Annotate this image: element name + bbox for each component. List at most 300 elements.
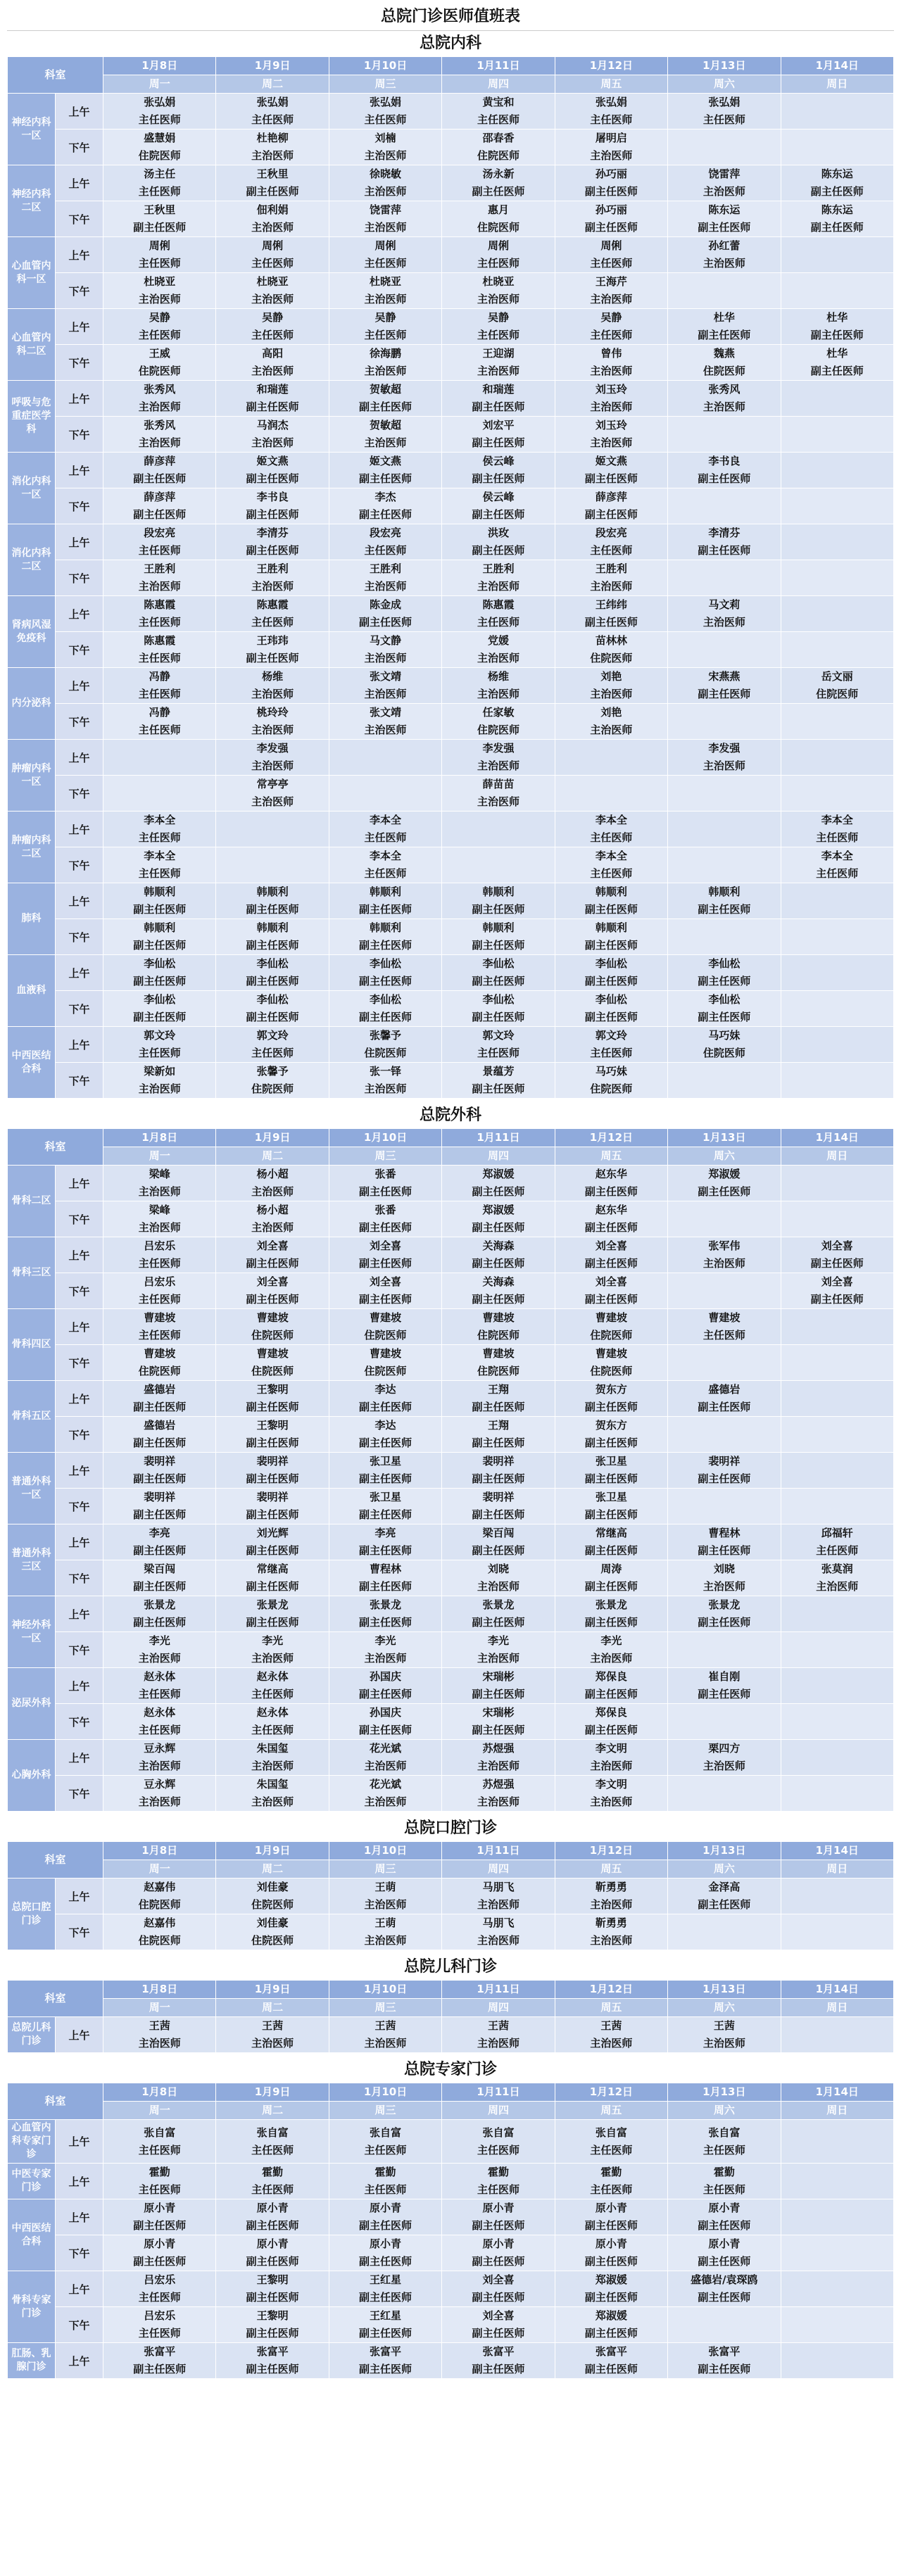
- doctor-name: 李本全: [370, 850, 402, 862]
- period-label: 下午: [56, 1489, 103, 1524]
- doctor-cell: [216, 812, 329, 847]
- doctor-title: 副主任医师: [584, 2363, 638, 2375]
- period-label: 上午: [56, 740, 103, 776]
- doctor-cell: [329, 919, 441, 955]
- doctor-name: 刘玉玲: [595, 419, 627, 431]
- doctor-cell: [103, 2017, 216, 2053]
- doctor-cell: [781, 417, 893, 453]
- doctor-cell: [216, 237, 329, 273]
- period-label: 下午: [56, 560, 103, 596]
- table-row: [8, 1309, 894, 1345]
- doctor-cell: [103, 94, 216, 130]
- schedule-section: [7, 1955, 894, 2053]
- weekday-cell: 周日: [781, 1147, 893, 1166]
- doctor-cell: [555, 1668, 667, 1704]
- schedule-section: [7, 2057, 894, 2379]
- doctor-cell: [781, 2017, 893, 2053]
- doctor-cell: [442, 560, 555, 596]
- doctor-name: 霍勤: [713, 2166, 735, 2178]
- doctor-name: 赵永体: [256, 1706, 289, 1719]
- doctor-cell: [555, 237, 667, 273]
- doctor-title: 副主任医师: [472, 939, 525, 952]
- doctor-name: 郑保良: [595, 1670, 627, 1683]
- dept-header: 科室: [8, 57, 103, 94]
- schedule-table: [7, 1841, 894, 1950]
- table-row: [8, 1201, 894, 1237]
- doctor-cell: [781, 2271, 893, 2307]
- doctor-name: 孙巧丽: [595, 203, 627, 216]
- doctor-cell: [781, 1740, 893, 1776]
- doctor-cell: [781, 1632, 893, 1668]
- period-label: 下午: [56, 2235, 103, 2271]
- doctor-name: 杜晓亚: [482, 275, 515, 288]
- doctor-name: 苏煜强: [482, 1742, 515, 1755]
- doctor-title: 主任医师: [138, 652, 181, 664]
- doctor-cell: [555, 1489, 667, 1524]
- doctor-cell: [329, 1740, 441, 1776]
- doctor-title: 副主任医师: [359, 2219, 412, 2232]
- doctor-title: 副主任医师: [698, 1401, 751, 1413]
- doctor-cell: [668, 1740, 781, 1776]
- doctor-name: 高阳: [262, 347, 284, 360]
- doctor-title: 主任医师: [477, 2143, 519, 2157]
- doctor-name: 马巧妹: [595, 1065, 627, 1078]
- doctor-name: 王茜: [374, 2019, 396, 2032]
- doctor-cell: [555, 596, 667, 632]
- doctor-name: 张自富: [370, 2126, 402, 2139]
- department-cell: 神经内科二区: [8, 165, 56, 237]
- doctor-cell: [329, 2199, 441, 2235]
- department-cell: 神经内科一区: [8, 94, 56, 165]
- doctor-title: 主任医师: [590, 113, 633, 126]
- doctor-name: 李仙松: [482, 957, 515, 970]
- doctor-title: 主任医师: [251, 257, 294, 270]
- doctor-cell: [442, 2120, 555, 2164]
- doctor-title: 主治医师: [364, 580, 407, 593]
- doctor-name: 杨维: [262, 670, 284, 683]
- doctor-title: 副主任医师: [810, 221, 864, 234]
- doctor-title: 主治医师: [251, 1221, 294, 1234]
- doctor-cell: [329, 1879, 441, 1914]
- doctor-cell: [103, 524, 216, 560]
- doctor-name: 赵东华: [595, 1204, 627, 1216]
- doctor-cell: [781, 1704, 893, 1740]
- doctor-cell: [329, 1063, 441, 1099]
- doctor-title: 副主任医师: [359, 2291, 412, 2304]
- period-label: 下午: [56, 1560, 103, 1596]
- doctor-title: 主治医师: [477, 652, 519, 664]
- doctor-title: 主任医师: [138, 831, 181, 844]
- period-label: 上午: [56, 309, 103, 345]
- period-label: 下午: [56, 1201, 103, 1237]
- doctor-name: 饶雷萍: [708, 168, 741, 180]
- period-label: 上午: [56, 1668, 103, 1704]
- doctor-title: 副主任医师: [698, 1544, 751, 1557]
- doctor-title: 副主任医师: [472, 1401, 525, 1413]
- date-cell: 1月12日: [555, 2083, 667, 2102]
- doctor-title: 主治医师: [590, 436, 633, 449]
- doctor-cell: [103, 1914, 216, 1950]
- doctor-name: 刘全喜: [595, 1275, 627, 1288]
- doctor-cell: [555, 632, 667, 668]
- doctor-title: 主任医师: [138, 1257, 181, 1270]
- doctor-name: 段宏亮: [595, 526, 627, 539]
- doctor-cell: [442, 1063, 555, 1099]
- doctor-title: 主任医师: [590, 2183, 633, 2196]
- doctor-cell: [555, 1381, 667, 1417]
- doctor-name: 杜晓亚: [370, 275, 402, 288]
- date-cell: 1月11日: [442, 1842, 555, 1860]
- doctor-name: 周俐: [374, 239, 396, 252]
- doctor-name: 李光: [374, 1634, 396, 1647]
- doctor-title: 住院医师: [702, 1047, 745, 1059]
- schedule-root: [7, 31, 894, 2379]
- doctor-name: 和瑞莲: [256, 383, 289, 396]
- doctor-name: 花光斌: [370, 1742, 402, 1755]
- period-label: 下午: [56, 1914, 103, 1950]
- doctor-title: 主治医师: [364, 1652, 407, 1665]
- doctor-name: 李仙松: [370, 957, 402, 970]
- department-cell: 中医专家门诊: [8, 2164, 56, 2199]
- doctor-cell: [442, 1776, 555, 1812]
- section-title: 总院专家门诊: [403, 2061, 497, 2078]
- doctor-cell: [103, 2235, 216, 2271]
- doctor-cell: [442, 596, 555, 632]
- period-label: 下午: [56, 488, 103, 524]
- doctor-title: 主治医师: [251, 795, 294, 808]
- table-row: [8, 812, 894, 847]
- doctor-name: 韩顺利: [370, 885, 402, 898]
- doctor-cell: [668, 1596, 781, 1632]
- doctor-title: 副主任医师: [698, 1616, 751, 1629]
- doctor-name: 马文静: [370, 634, 402, 647]
- doctor-title: 副主任医师: [584, 616, 638, 629]
- doctor-cell: [103, 2307, 216, 2343]
- doctor-name: 原小青: [595, 2237, 627, 2250]
- period-label: 上午: [56, 2271, 103, 2307]
- doctor-cell: [103, 847, 216, 883]
- period-label: 上午: [56, 1381, 103, 1417]
- doctor-name: 刘全喜: [482, 2309, 515, 2322]
- doctor-title: 住院医师: [364, 1329, 407, 1341]
- doctor-name: 张富平: [708, 2345, 741, 2358]
- department-cell: 呼吸与危重症医学科: [8, 381, 56, 453]
- doctor-name: 梁新如: [144, 1065, 176, 1078]
- doctor-title: 主治医师: [251, 1652, 294, 1665]
- doctor-name: 梁百闯: [144, 1562, 176, 1575]
- doctor-title: 副主任医师: [359, 1616, 412, 1629]
- period-label: 上午: [56, 883, 103, 919]
- doctor-cell: [329, 130, 441, 165]
- doctor-title: 副主任医师: [133, 1616, 187, 1629]
- date-cell: 1月10日: [329, 57, 441, 75]
- doctor-title: 住院医师: [477, 724, 519, 736]
- doctor-name: 周俐: [149, 239, 170, 252]
- doctor-name: 张富平: [144, 2345, 176, 2358]
- doctor-title: 主任医师: [138, 544, 181, 557]
- doctor-cell: [781, 488, 893, 524]
- doctor-name: 张番: [374, 1204, 396, 1216]
- doctor-name: 张景龙: [144, 1598, 176, 1611]
- doctor-name: 栗四方: [708, 1742, 741, 1755]
- doctor-name: 姬文燕: [595, 455, 627, 467]
- doctor-cell: [555, 2235, 667, 2271]
- doctor-cell: [216, 1417, 329, 1453]
- doctor-name: 崔自刚: [708, 1670, 741, 1683]
- doctor-cell: [668, 1776, 781, 1812]
- table-row: [8, 345, 894, 381]
- doctor-cell: [216, 704, 329, 740]
- period-label: 上午: [56, 2120, 103, 2164]
- doctor-title: 副主任医师: [359, 903, 412, 916]
- date-cell: 1月14日: [781, 1981, 893, 1999]
- doctor-cell: [555, 417, 667, 453]
- doctor-name: 李本全: [821, 814, 853, 826]
- date-row: [8, 57, 894, 75]
- doctor-title: 副主任医师: [472, 1082, 525, 1095]
- weekday-cell: 周六: [668, 2102, 781, 2120]
- doctor-cell: [103, 309, 216, 345]
- doctor-name: 裴明祥: [256, 1491, 289, 1503]
- doctor-cell: [216, 1776, 329, 1812]
- table-row: [8, 776, 894, 812]
- doctor-cell: [329, 1524, 441, 1560]
- doctor-cell: [555, 740, 667, 776]
- doctor-title: 副主任医师: [584, 1616, 638, 1629]
- doctor-cell: [668, 1524, 781, 1560]
- doctor-name: 薛彦萍: [144, 455, 176, 467]
- doctor-cell: [442, 919, 555, 955]
- doctor-cell: [781, 1914, 893, 1950]
- doctor-title: 主任医师: [702, 1329, 745, 1341]
- table-row: [8, 632, 894, 668]
- doctor-cell: [103, 668, 216, 704]
- doctor-cell: [781, 130, 893, 165]
- doctor-name: 韩顺利: [256, 885, 289, 898]
- doctor-title: 住院医师: [251, 1934, 294, 1947]
- doctor-name: 曹建坡: [482, 1347, 515, 1360]
- doctor-title: 副主任医师: [246, 1011, 299, 1023]
- doctor-cell: [781, 812, 893, 847]
- weekday-row: [8, 1147, 894, 1166]
- table-row: [8, 1381, 894, 1417]
- doctor-cell: [329, 2120, 441, 2164]
- doctor-name: 张文靖: [370, 670, 402, 683]
- doctor-title: 副主任医师: [246, 1401, 299, 1413]
- date-cell: 1月11日: [442, 57, 555, 75]
- doctor-cell: [668, 955, 781, 991]
- doctor-name: 刘光辉: [256, 1527, 289, 1539]
- weekday-cell: 周一: [103, 1147, 216, 1166]
- doctor-title: 副主任医师: [698, 2363, 751, 2375]
- doctor-cell: [216, 1345, 329, 1381]
- doctor-cell: [668, 1309, 781, 1345]
- doctor-name: 朱国玺: [256, 1742, 289, 1755]
- weekday-cell: 周三: [329, 75, 441, 94]
- doctor-cell: [216, 201, 329, 237]
- dept-header: 科室: [8, 2083, 103, 2120]
- doctor-cell: [329, 1704, 441, 1740]
- doctor-cell: [216, 2271, 329, 2307]
- doctor-title: 副主任医师: [584, 1472, 638, 1485]
- doctor-cell: [555, 2017, 667, 2053]
- table-row: [8, 1560, 894, 1596]
- doctor-title: 主任医师: [364, 113, 407, 126]
- doctor-name: 陈东运: [708, 203, 741, 216]
- doctor-name: 李清芬: [708, 526, 741, 539]
- table-header: [8, 1842, 894, 1879]
- doctor-name: 李本全: [370, 814, 402, 826]
- doctor-cell: [668, 991, 781, 1027]
- schedule-table: [7, 56, 894, 1099]
- doctor-cell: [216, 165, 329, 201]
- doctor-title: 主治医师: [364, 149, 407, 162]
- doctor-name: 陈惠霞: [144, 598, 176, 611]
- doctor-name: 刘全喜: [370, 1239, 402, 1252]
- date-cell: 1月14日: [781, 1129, 893, 1147]
- doctor-cell: [442, 1632, 555, 1668]
- table-row: [8, 1345, 894, 1381]
- table-row: [8, 2271, 894, 2307]
- doctor-cell: [781, 381, 893, 417]
- doctor-cell: [668, 1489, 781, 1524]
- doctor-name: 赵永体: [144, 1706, 176, 1719]
- doctor-cell: [442, 201, 555, 237]
- doctor-title: 副主任医师: [133, 975, 187, 987]
- department-cell: 总院口腔门诊: [8, 1879, 56, 1950]
- doctor-name: 孙国庆: [370, 1670, 402, 1683]
- doctor-name: 李仙松: [256, 993, 289, 1006]
- doctor-name: 霍勤: [262, 2166, 284, 2178]
- doctor-title: 副主任医师: [698, 903, 751, 916]
- doctor-title: 副主任医师: [472, 1293, 525, 1306]
- doctor-name: 曹建坡: [708, 1311, 741, 1324]
- doctor-cell: [103, 453, 216, 488]
- doctor-name: 王黎明: [256, 2273, 289, 2286]
- doctor-name: 刘佳豪: [256, 1917, 289, 1929]
- doctor-name: 张自富: [482, 2126, 515, 2139]
- date-cell: 1月8日: [103, 1129, 216, 1147]
- doctor-name: 关海森: [482, 1275, 515, 1288]
- doctor-cell: [442, 955, 555, 991]
- doctor-name: 李清芬: [256, 526, 289, 539]
- doctor-title: 主治医师: [477, 580, 519, 593]
- doctor-title: 副主任医师: [133, 903, 187, 916]
- doctor-cell: [103, 2164, 216, 2199]
- doctor-cell: [442, 94, 555, 130]
- doctor-cell: [781, 453, 893, 488]
- doctor-title: 副主任医师: [472, 508, 525, 521]
- doctor-title: 主任医师: [138, 2327, 181, 2340]
- doctor-title: 主任医师: [138, 867, 181, 880]
- doctor-title: 副主任医师: [359, 1508, 412, 1521]
- doctor-cell: [216, 488, 329, 524]
- doctor-cell: [442, 1524, 555, 1560]
- doctor-name: 李文明: [595, 1742, 627, 1755]
- doctor-name: 杜华: [826, 347, 848, 360]
- doctor-cell: [781, 1381, 893, 1417]
- doctor-title: 副主任医师: [359, 400, 412, 413]
- doctor-cell: [442, 1596, 555, 1632]
- doctor-cell: [668, 1201, 781, 1237]
- doctor-name: 张馨予: [256, 1065, 289, 1078]
- doctor-name: 侯云峰: [482, 491, 515, 503]
- doctor-name: 靳勇勇: [595, 1917, 627, 1929]
- doctor-cell: [216, 847, 329, 883]
- doctor-cell: [216, 1027, 329, 1063]
- doctor-title: 副主任医师: [133, 508, 187, 521]
- doctor-cell: [668, 632, 781, 668]
- doctor-title: 主治医师: [590, 2037, 633, 2050]
- doctor-title: 主治医师: [138, 1221, 181, 1234]
- department-cell: 心胸外科: [8, 1740, 56, 1812]
- doctor-cell: [442, 1345, 555, 1381]
- doctor-name: 盛德岩: [144, 1383, 176, 1396]
- doctor-cell: [668, 273, 781, 309]
- doctor-cell: [668, 883, 781, 919]
- doctor-cell: [329, 453, 441, 488]
- doctor-title: 住院医师: [590, 652, 633, 664]
- table-row: [8, 381, 894, 417]
- doctor-cell: [781, 237, 893, 273]
- doctor-title: 主治医师: [590, 400, 633, 413]
- doctor-cell: [103, 345, 216, 381]
- doctor-title: 副主任医师: [698, 2255, 751, 2268]
- weekday-cell: 周一: [103, 1999, 216, 2017]
- table-body: [8, 94, 894, 1099]
- doctor-title: 主任医师: [702, 2143, 745, 2157]
- doctor-title: 副主任医师: [472, 1508, 525, 1521]
- doctor-title: 主治医师: [138, 1795, 181, 1808]
- doctor-title: 主治医师: [364, 1898, 407, 1911]
- doctor-cell: [216, 453, 329, 488]
- doctor-cell: [668, 165, 781, 201]
- doctor-cell: [216, 1063, 329, 1099]
- doctor-title: 副主任医师: [698, 329, 751, 341]
- doctor-title: 副主任医师: [472, 1544, 525, 1557]
- doctor-cell: [329, 1381, 441, 1417]
- doctor-cell: [103, 381, 216, 417]
- doctor-name: 王胜利: [595, 562, 627, 575]
- doctor-cell: [442, 1166, 555, 1201]
- doctor-name: 韩顺利: [595, 921, 627, 934]
- doctor-name: 张自富: [595, 2126, 627, 2139]
- doctor-title: 副主任医师: [359, 975, 412, 987]
- doctor-cell: [103, 1201, 216, 1237]
- doctor-cell: [555, 273, 667, 309]
- doctor-name: 原小青: [482, 2202, 515, 2214]
- doctor-name: 贺东方: [595, 1419, 627, 1432]
- doctor-title: 副主任医师: [359, 1401, 412, 1413]
- doctor-cell: [442, 1381, 555, 1417]
- doctor-cell: [555, 883, 667, 919]
- doctor-name: 赵嘉伟: [144, 1881, 176, 1893]
- doctor-name: 王黎明: [256, 1419, 289, 1432]
- section-title: 总院儿科门诊: [403, 1958, 497, 1976]
- doctor-title: 副主任医师: [359, 1580, 412, 1593]
- dept-header: 科室: [8, 1129, 103, 1166]
- doctor-title: 主治医师: [138, 580, 181, 593]
- doctor-cell: [329, 632, 441, 668]
- doctor-name: 党媛: [487, 634, 509, 647]
- table-body: [8, 1166, 894, 1812]
- doctor-title: 主治医师: [702, 1760, 745, 1772]
- doctor-cell: [103, 1345, 216, 1381]
- doctor-cell: [668, 847, 781, 883]
- doctor-title: 主治医师: [477, 1652, 519, 1665]
- doctor-title: 住院医师: [251, 1365, 294, 1377]
- doctor-cell: [442, 1914, 555, 1950]
